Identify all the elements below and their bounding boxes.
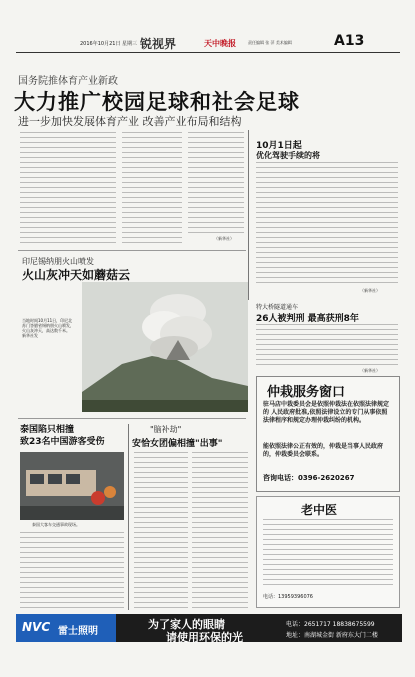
thailand-caption: 泰国大客车交通事故现场。: [32, 522, 80, 527]
lead-headline: 大力推广校园足球和社会足球: [14, 90, 300, 114]
clinic-tel: 电话：13959396076: [263, 594, 313, 600]
volcano-photo: [82, 282, 248, 412]
service-box: [256, 376, 400, 492]
tunnel-tag: （新华社）: [360, 368, 380, 373]
bottom-ad: [16, 614, 402, 642]
thailand-headline: 泰国陷只相撞 致23名中国游客受伤: [20, 425, 105, 447]
oct-story-tag: （新华社）: [360, 288, 380, 293]
shenzhou-body-col1: [134, 452, 188, 608]
oct-story-title: 10月1日起: [256, 141, 302, 151]
service-hotline: 咨询电话：0396-2620267: [263, 474, 355, 482]
service-body: 驻马店中栽委员会是依照仲栽法在依照法律规定的 人民政府批准,依照法律设立的专门从事依照法律程序和规定办理仲栽纠纷的机构。: [263, 401, 390, 424]
volcano-kicker: 印尼锡纳朋火山喷发: [22, 257, 94, 266]
lead-kicker: 国务院推体育产业新政: [18, 76, 118, 87]
oct-story-body: [256, 162, 398, 286]
oct-story-subtitle: 优化驾驶手续的将: [256, 151, 320, 160]
lead-body-col3: [188, 132, 244, 234]
clinic-body: [263, 519, 393, 589]
ad-slogan-2: 请使用环保的光: [166, 631, 243, 644]
tunnel-kicker: 特大桥隧道通车: [256, 304, 299, 311]
lead-body-col1: [20, 132, 116, 244]
masthead: [16, 30, 400, 54]
tunnel-headline: 26人被判刑 最高获刑8年: [256, 314, 359, 324]
section-name: 锐视界: [140, 37, 177, 51]
service-title: 仲栽服务窗口: [267, 385, 346, 400]
masthead-date: 2016年10月21日 星期三: [80, 41, 138, 47]
ad-brand-name: 雷士照明: [58, 626, 98, 637]
paper-logo: 天中晚报: [204, 39, 236, 48]
volcano-caption: 当地时间10月11日，印尼北苏门答腊省锡纳朋火山喷发，火山灰冲天，高达数千米。 新华社发: [22, 318, 74, 338]
thailand-photo: [20, 452, 124, 520]
shenzhou-headline: 安恰女团偏相撞"出事": [132, 439, 223, 449]
tunnel-body: [256, 324, 398, 366]
shenzhou-body-col2: [192, 452, 248, 608]
page-number: A13: [334, 33, 365, 49]
masthead-credits: 责任编辑 张 萍 美术编辑: [248, 40, 292, 45]
ad-brand-logo: [16, 614, 116, 642]
ad-address: 地址：南湖城金街 新府东大门二楼: [286, 632, 378, 639]
thailand-body: [20, 532, 124, 608]
lead-body-col2: [122, 132, 182, 244]
service-body2: 能依照法律公正有效的，仲栽是当事人民政府的，仲栽委员会联系。: [263, 443, 384, 458]
clinic-title: 老中医: [301, 503, 338, 517]
lead-author-tag: （新华社）: [214, 236, 234, 241]
ad-phone: 电话：2651717 18838675599: [286, 621, 375, 628]
nvc-logo-icon: NVC: [22, 620, 51, 634]
lead-subhead: 进一步加快发展体育产业 改善产业布局和结构: [18, 115, 242, 128]
volcano-headline: 火山灰冲天如蘑菇云: [22, 268, 131, 282]
clinic-box: [256, 496, 400, 608]
ad-slogan-1: 为了家人的眼睛: [148, 618, 225, 631]
shenzhou-kicker: "脑补劫": [150, 425, 182, 434]
